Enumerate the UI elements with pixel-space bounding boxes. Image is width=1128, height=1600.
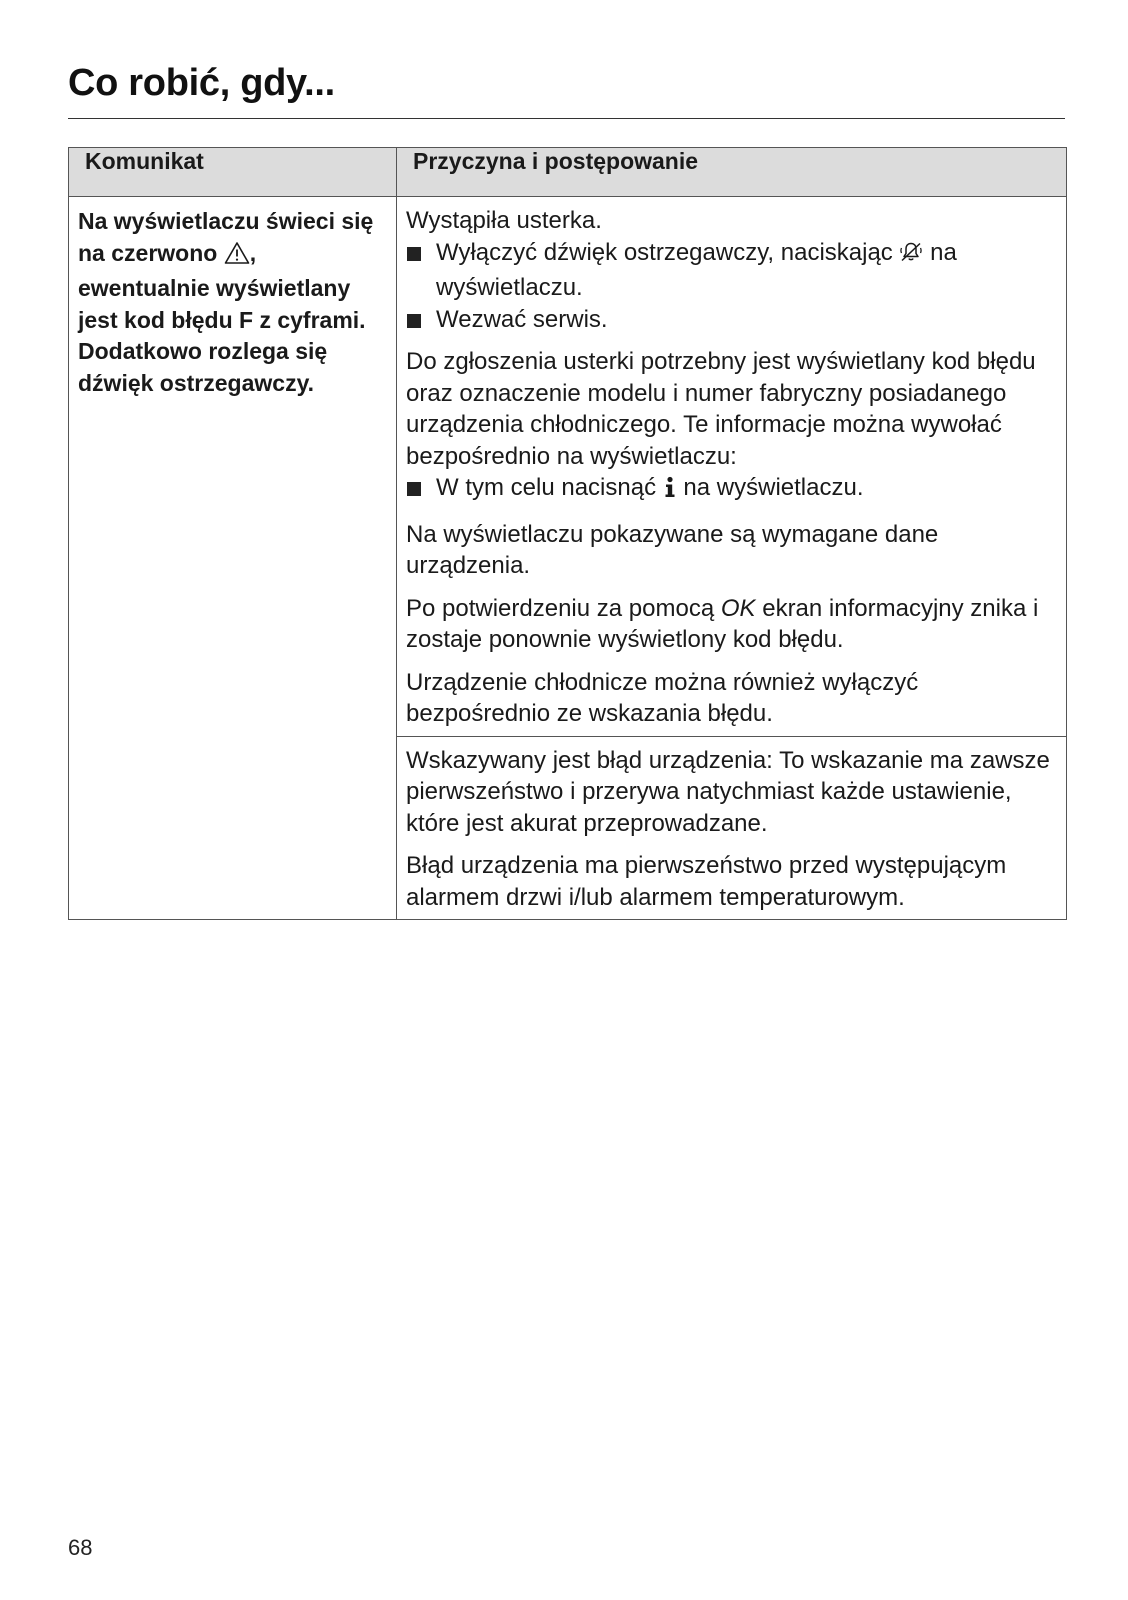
bullet1-text: Wyłączyć dźwięk ostrzegawczy, naciskając — [436, 238, 893, 266]
message-text-part2: , ewentualnie wyświetlany jest kod błędu F z cyframi. Dodatkowo rozlega się dźwięk ostrzegawczy. — [78, 239, 366, 396]
action-list-2 — [406, 472, 1056, 508]
info-icon — [663, 475, 677, 508]
cause-paragraph: Wskazywany jest błąd urządzenia: To wskazanie ma zawsze pierwszeństwo i przerywa natychmiast każde ustawienie, które jest akurat przeprowadzane. — [406, 746, 1050, 837]
action-list-1 — [406, 237, 1056, 336]
cause-cell-1 — [397, 197, 1067, 737]
para3-text: Po potwierdzeniu za pomocą — [406, 594, 715, 622]
bullet3-text-after: na wyświetlaczu. — [683, 474, 864, 501]
bullet-square-icon — [407, 247, 421, 261]
list-item — [406, 304, 1056, 336]
alarm-mute-icon — [899, 240, 923, 273]
bullet1-text-after: na wyświetlaczu. — [436, 238, 957, 301]
list-item — [406, 237, 1056, 304]
troubleshooting-table — [68, 147, 1067, 920]
page-title: Co robić, gdy... — [68, 62, 335, 104]
table-row — [69, 197, 1067, 737]
column-header-cause: Przyczyna i postępowanie — [397, 148, 1067, 197]
list-item — [406, 472, 1056, 508]
cause-paragraph: Urządzenie chłodnicze można również wyłączyć bezpośrednio ze wskazania błędu. — [406, 668, 919, 727]
bullet3-text: W tym celu nacisnąć — [436, 474, 657, 501]
cause-paragraph — [406, 593, 1056, 656]
cause-paragraph: Do zgłoszenia usterki potrzebny jest wyświetlany kod błędu oraz oznaczenie modelu i numer fabryczny posiadanego urządzenia chłodniczego. Te informacje można wywołać bezpośrednio na wyświetlaczu: — [406, 348, 1036, 470]
cause-paragraph: Błąd urządzenia ma pierwszeństwo przed występującym alarmem drzwi i/lub alarmem temperaturowym. — [406, 852, 1007, 911]
table-header-row — [69, 148, 1067, 197]
bullet2-text: Wezwać serwis. — [436, 305, 608, 333]
column-header-message: Komunikat — [69, 148, 397, 197]
bullet-square-icon — [407, 314, 421, 328]
page-number: 68 — [68, 1535, 93, 1560]
cause-paragraph: Na wyświetlaczu pokazywane są wymagane dane urządzenia. — [406, 520, 939, 579]
para3-text-after: ekran informacyjny znika i zostaje ponownie wyświetlony kod błędu. — [406, 594, 1039, 653]
title-divider — [68, 118, 1065, 119]
message-cell — [69, 197, 397, 920]
message-text-part1: Na wyświetlaczu świeci się na czerwono — [78, 208, 374, 266]
cause-cell-2 — [397, 736, 1067, 920]
cause-intro: Wystąpiła usterka. — [406, 207, 602, 234]
ok-key-label: OK — [720, 594, 756, 622]
bullet-square-icon — [407, 482, 421, 496]
warning-triangle-icon — [224, 241, 250, 274]
